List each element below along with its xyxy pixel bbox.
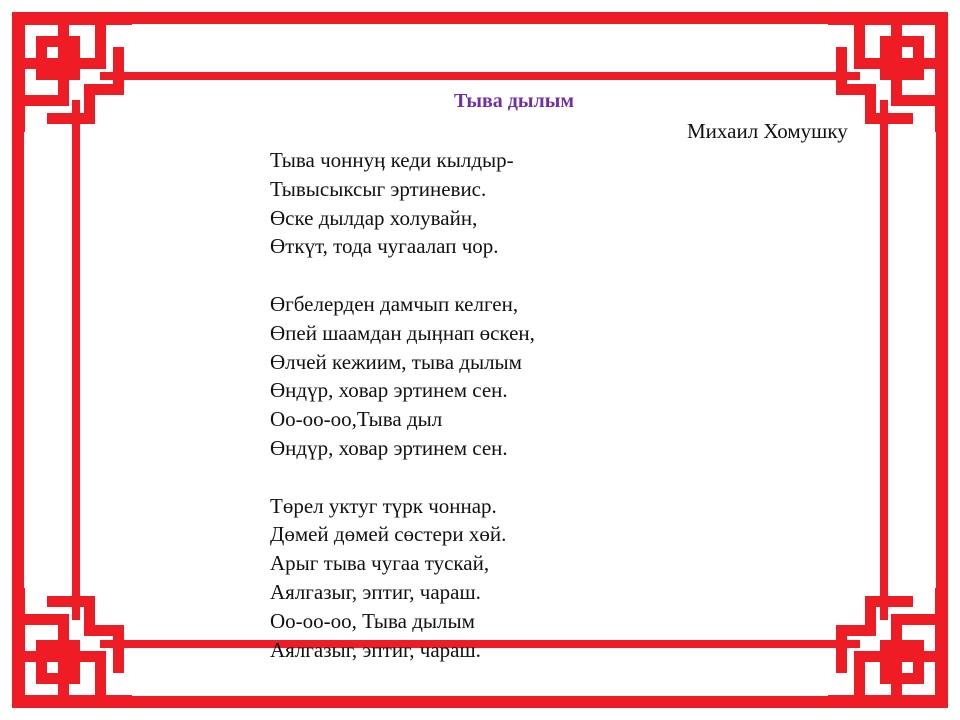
poem-line: Аялгазыг, эптиг, чараш. [270, 579, 481, 604]
poem-line: Өндүр, ховар эртинем сен. [270, 435, 508, 460]
stanza-1 [270, 146, 535, 261]
poem-line: Тыва чоннуӊ кеди кылдыр- [270, 148, 514, 172]
frame-inner-right [880, 100, 888, 620]
poem-line: Оо-оо-оо,Тыва дыл [270, 407, 443, 432]
corner-knot-top-left [12, 12, 132, 132]
poem-title: Тыва дылым [454, 90, 574, 112]
poem-author: Михаил Хомушку [687, 119, 848, 143]
poem-line: Өткүт, тода чугаалап чор. [270, 234, 499, 259]
poem-line: Тывысыксыг эртиневис. [270, 176, 487, 201]
corner-knot-top-right [828, 12, 948, 132]
frame-bottom-bar [12, 696, 948, 708]
poem-body [270, 146, 535, 664]
poem-line: Өндүр, ховар эртинем сен. [270, 378, 508, 403]
frame-inner-left [72, 100, 80, 620]
stanza-2 [270, 290, 535, 463]
poem-line: Арыг тыва чугаа тускай, [270, 551, 490, 576]
poem-line: Төрел уктуг түрк чоннар. [270, 493, 497, 518]
poem-line: Өгбелерден дамчып келген, [270, 291, 519, 316]
poem-line: Өлчей кежиим, тыва дылым [270, 349, 522, 374]
corner-knot-bottom-right [828, 588, 948, 708]
frame-top-bar [12, 12, 948, 24]
corner-knot-bottom-left [12, 588, 132, 708]
poem-line: Аялгазыг, эптиг, чараш. [270, 637, 481, 662]
poem-line: Дөмей дөмей сөстери хөй. [270, 522, 507, 547]
frame-inner-top [100, 72, 860, 80]
poem-line: Өпей шаамдан дыӊнап өскен, [270, 320, 535, 345]
poem-line: Өске дылдар холувайн, [270, 205, 478, 230]
poem-line: Оо-оо-оо, Тыва дылым [270, 608, 475, 633]
stanza-3 [270, 492, 535, 665]
